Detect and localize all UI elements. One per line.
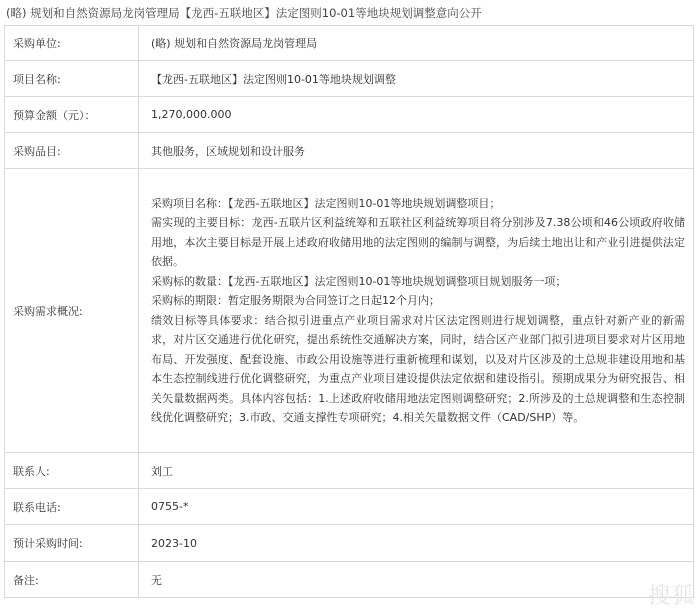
table-row	[5, 562, 694, 598]
label-purchaser: 采购单位:	[5, 26, 139, 61]
label-phone: 联系电话:	[5, 489, 139, 525]
table-row	[5, 97, 694, 133]
value-category: 其他服务，区域规划和设计服务	[139, 133, 694, 169]
table-row	[5, 169, 694, 453]
value-contact: 刘工	[139, 453, 694, 489]
table-row	[5, 489, 694, 525]
watermark-logo: 搜狐	[647, 584, 696, 609]
page-title: (略) 规划和自然资源局龙岗管理局【龙西-五联地区】法定图则10-01等地块规划调整意向公开	[6, 6, 482, 20]
value-purchase-time: 2023-10	[139, 525, 694, 562]
req-performance: 绩效目标等具体要求：结合拟引进重点产业项目需求对片区法定图则进行规划调整，重点针对新产业的新需求，对片区交通进行优化研究，提出系统性交通解决方案，同时，结合区产业部门拟引进项目要求对片区用地布局、开发强度、配套设施、市政公用设施等进行重新梳理和谋划，以及对片区涉及的土总规非建设用地和基本生态控制线进行优化调整研究，为重点产业项目建设提供法定依据和建设指引。预期成果分为研究报告、相关矢量数据两类。具体内容包括：1.上述政府收储用地法定图则调整研究；2.所涉及的土总规调整和生态控制线优化调整研究；3.市政、交通支撑性专项研究；4.相关矢量数据文件（CAD/SHP）等。	[151, 313, 685, 424]
label-purchase-time: 预计采购时间:	[5, 525, 139, 562]
label-remarks: 备注:	[5, 562, 139, 598]
info-table	[4, 25, 694, 598]
value-budget: 1,270,000.000	[139, 97, 694, 133]
req-quantity: 采购标的数量：【龙西-五联地区】法定图则10-01等地块规划调整项目规划服务一项；	[151, 274, 567, 288]
req-main-goal: 需实现的主要目标：龙西-五联片区利益统筹和五联社区利益统筹项目将分别涉及7.38公顷和46公顷政府收储用地，本次主要目标是开展上述政府收储用地的法定图则的编制与调整，为后续土地出让和产业引进提供法定依据。	[151, 216, 685, 268]
value-phone: 0755-*	[139, 489, 694, 525]
label-contact: 联系人:	[5, 453, 139, 489]
table-row	[5, 26, 694, 61]
table-row	[5, 525, 694, 562]
label-requirements: 采购需求概况:	[5, 169, 139, 453]
value-purchaser: (略) 规划和自然资源局龙岗管理局	[139, 26, 694, 61]
req-period: 采购标的期限：暂定服务期限为合同签订之日起12个月内；	[151, 294, 440, 307]
req-project-name: 采购项目名称：【龙西-五联地区】法定图则10-01等地块规划调整项目；	[151, 196, 501, 210]
label-category: 采购品目:	[5, 133, 139, 169]
value-remarks: 无	[139, 562, 694, 598]
value-project-name: 【龙西-五联地区】法定图则10-01等地块规划调整	[139, 61, 694, 97]
table-row	[5, 133, 694, 169]
table-row	[5, 61, 694, 97]
label-project-name: 项目名称:	[5, 61, 139, 97]
table-row	[5, 453, 694, 489]
label-budget: 预算金额（元）：	[5, 97, 139, 133]
value-requirements	[139, 169, 694, 453]
